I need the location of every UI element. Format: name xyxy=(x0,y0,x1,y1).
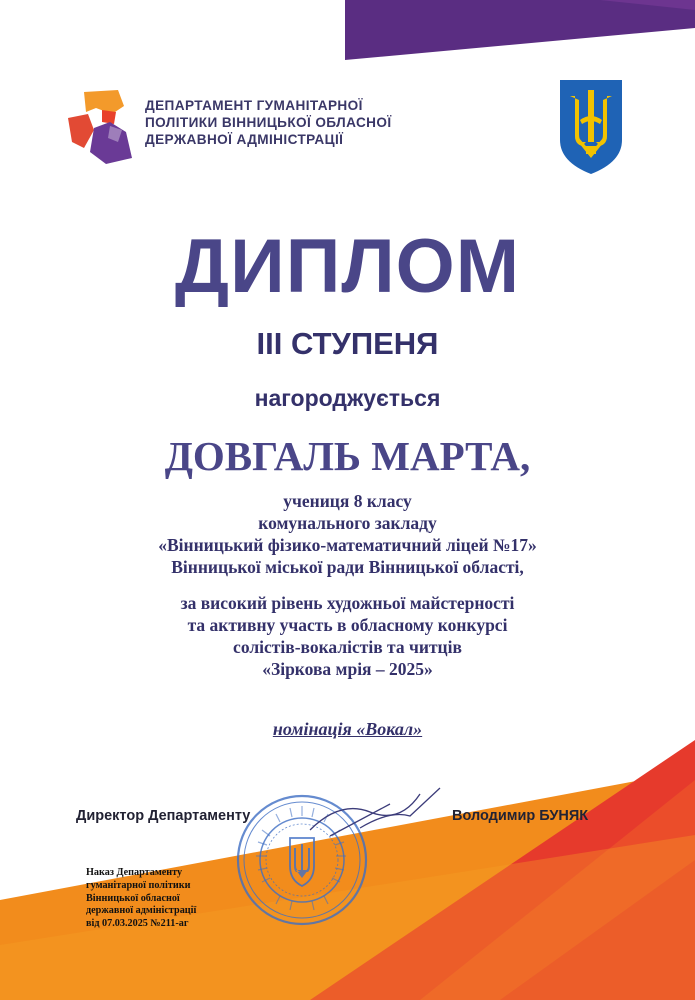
diploma-body xyxy=(0,490,695,680)
reason-line: за високий рівень художньої майстерності xyxy=(180,593,515,613)
department-line: ПОЛІТИКИ ВІННИЦЬКОЇ ОБЛАСНОЇ xyxy=(145,115,392,130)
department-line: ДЕРЖАВНОЇ АДМІНІСТРАЦІЇ xyxy=(145,132,344,147)
detail-line: учениця 8 класу xyxy=(283,491,412,511)
department-line: ДЕПАРТАМЕНТ ГУМАНІТАРНОЇ xyxy=(145,98,363,113)
handwritten-signature xyxy=(300,780,450,840)
top-corner-decoration xyxy=(0,0,695,60)
department-logo xyxy=(66,86,134,164)
order-line: державної адміністрації xyxy=(86,905,197,917)
recipient-name: ДОВГАЛЬ МАРТА, xyxy=(164,433,531,479)
diploma-degree: III СТУПЕНЯ xyxy=(256,326,439,361)
awarded-label: нагороджується xyxy=(254,385,441,411)
detail-line: комунального закладу xyxy=(258,513,437,533)
detail-line: «Вінницький фізико-математичний ліцей №17» xyxy=(158,535,537,555)
reason-line: солістів-вокалістів та читців xyxy=(233,637,462,657)
signature-role: Директор Департаменту xyxy=(76,808,251,824)
signature-name: Володимир БУНЯК xyxy=(452,808,589,824)
order-reference xyxy=(86,867,196,931)
nomination xyxy=(0,718,695,740)
department-name xyxy=(145,97,392,148)
reason-line: «Зіркова мрія – 2025» xyxy=(262,659,433,679)
order-line: гуманітарної політики xyxy=(86,879,191,891)
diploma-title: ДИПЛОМ xyxy=(174,224,521,309)
coat-of-arms-icon xyxy=(556,76,626,176)
reason-line: та активну участь в обласному конкурсі xyxy=(187,615,508,635)
detail-line: Вінницької міської ради Вінницької області, xyxy=(171,557,524,577)
order-line: Наказ Департаменту xyxy=(86,867,183,878)
order-line: Вінницької обласної xyxy=(86,892,180,904)
order-line: від 07.03.2025 №211-аг xyxy=(86,918,189,930)
nomination-text: номінація «Вокал» xyxy=(272,719,423,739)
